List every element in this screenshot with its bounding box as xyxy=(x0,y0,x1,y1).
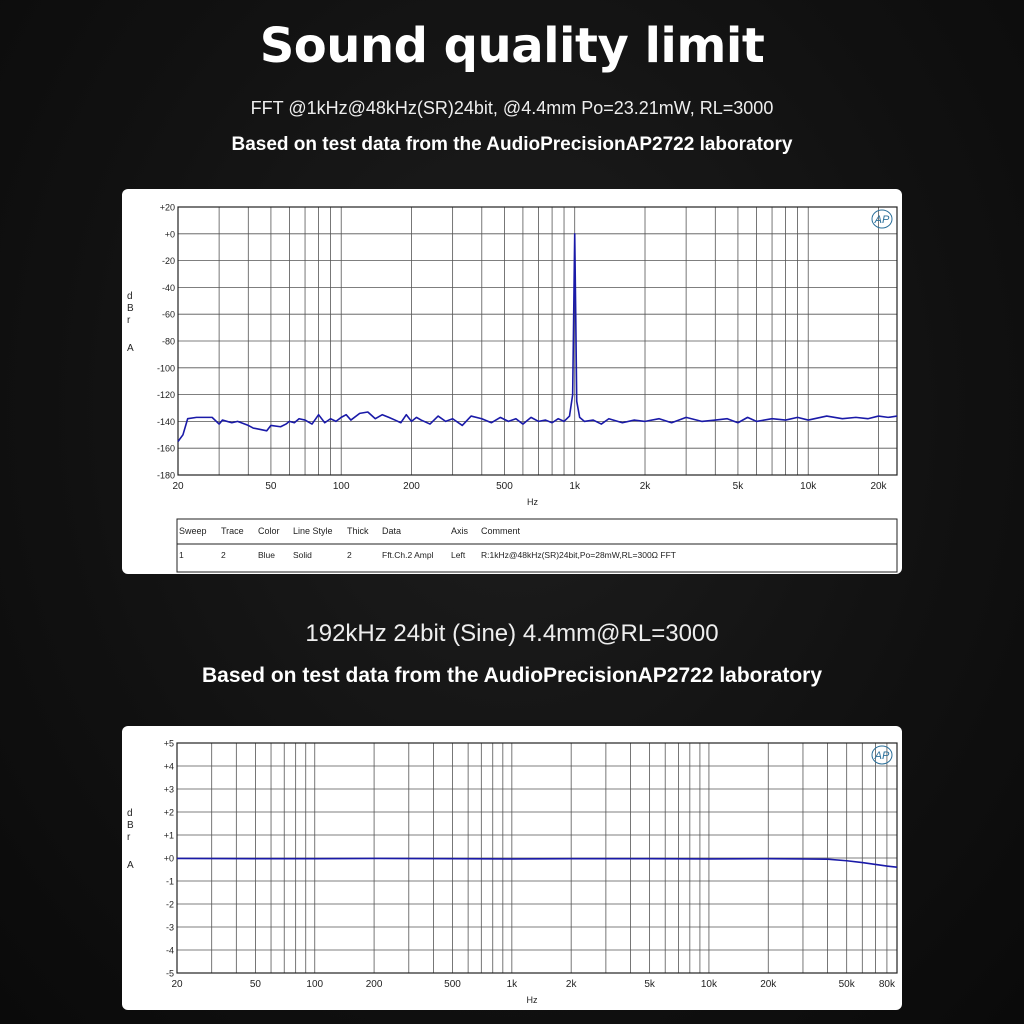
fr-y-tick-label: -4 xyxy=(165,945,174,956)
chart2-caption: 192kHz 24bit (Sine) 4.4mm@RL=3000 xyxy=(305,620,719,647)
fft-y-tick-label: -100 xyxy=(156,363,175,374)
fft-chart-panel xyxy=(122,189,902,574)
fft-y-axis-label-letter: A xyxy=(127,343,134,354)
fft-series-line-0 xyxy=(178,234,897,442)
fr-x-tick-label: 200 xyxy=(365,979,383,990)
fft-x-tick-label: 10k xyxy=(800,481,817,492)
legend-header-trace: Trace xyxy=(221,526,244,536)
fft-x-tick-label: 5k xyxy=(732,481,744,492)
frequency-response-chart xyxy=(122,726,902,1010)
fr-series-line-0 xyxy=(177,858,897,867)
legend-table-frame xyxy=(177,519,897,572)
legend-cell: Blue xyxy=(258,550,276,560)
fft-x-tick-label: 100 xyxy=(332,481,350,492)
fft-y-tick-label: -180 xyxy=(156,470,175,481)
fft-y-tick-label: +20 xyxy=(159,202,175,213)
ap-logo-icon xyxy=(872,210,892,228)
fft-chart xyxy=(122,189,902,574)
fr-y-tick-label: +0 xyxy=(163,853,174,864)
fr-y-axis-label-letter: d xyxy=(127,808,133,819)
fft-x-axis-label: Hz xyxy=(527,497,538,507)
legend-cell: 2 xyxy=(347,550,352,560)
legend-header-line-style: Line Style xyxy=(293,526,333,536)
legend-cell: 1 xyxy=(179,550,184,560)
fr-y-axis-label-letter: A xyxy=(127,860,134,871)
fr-x-tick-label: 80k xyxy=(878,979,895,990)
frequency-response-panel xyxy=(122,726,902,1010)
fft-y-tick-label: -140 xyxy=(156,416,175,427)
fft-x-tick-label: 2k xyxy=(639,481,651,492)
fft-y-tick-label: -80 xyxy=(161,336,175,347)
fft-y-tick-label: -160 xyxy=(156,443,175,454)
fft-y-axis-label-letter: d xyxy=(127,291,133,302)
fft-y-tick-label: +0 xyxy=(164,229,175,240)
fr-x-tick-label: 500 xyxy=(444,979,461,990)
fr-y-axis-label-letter: B xyxy=(127,820,134,831)
fr-x-tick-label: 50 xyxy=(249,979,261,990)
legend-cell: Left xyxy=(451,550,466,560)
fr-x-tick-label: 5k xyxy=(644,979,655,990)
fr-y-tick-label: +2 xyxy=(163,807,174,818)
chart2-source-note: Based on test data from the AudioPrecisionAP2722 laboratory xyxy=(201,664,823,687)
fft-grid xyxy=(178,207,897,475)
fr-y-tick-label: +4 xyxy=(163,761,174,772)
fr-y-axis-label-letter: r xyxy=(127,832,131,843)
fft-x-tick-label: 20 xyxy=(172,481,184,492)
ap-logo-text: AP xyxy=(874,750,890,762)
fft-y-tick-label: -40 xyxy=(161,282,175,293)
fft-x-tick-label: 500 xyxy=(496,481,513,492)
fft-y-axis-label-letter: r xyxy=(127,315,131,326)
fft-y-axis-label-letter: B xyxy=(127,303,134,314)
fr-x-tick-label: 2k xyxy=(565,979,577,990)
legend-header-data: Data xyxy=(382,526,402,536)
fr-y-tick-label: +3 xyxy=(163,784,174,795)
fr-x-tick-label: 20 xyxy=(171,979,183,990)
fr-x-axis-label: Hz xyxy=(526,995,538,1005)
fft-y-tick-label: -120 xyxy=(156,390,175,401)
legend-table xyxy=(177,519,897,572)
fr-y-tick-label: -2 xyxy=(165,899,174,910)
legend-header-sweep: Sweep xyxy=(179,526,207,536)
fr-y-tick-label: +1 xyxy=(163,830,174,841)
legend-header-thick: Thick xyxy=(347,526,369,536)
legend-header-comment: Comment xyxy=(481,526,521,536)
fft-y-tick-label: -20 xyxy=(161,256,175,267)
fr-y-tick-label: -1 xyxy=(165,876,174,887)
fr-x-tick-label: 1k xyxy=(506,979,518,990)
legend-cell: 2 xyxy=(221,550,226,560)
fft-x-tick-label: 50 xyxy=(265,481,277,492)
chart1-caption: FFT @1kHz@48kHz(SR)24bit, @4.4mm Po=23.21mW, RL=3000 xyxy=(250,98,774,118)
fft-x-tick-label: 1k xyxy=(569,481,580,492)
fft-y-tick-label: -60 xyxy=(161,309,175,320)
legend-header-color: Color xyxy=(258,526,280,536)
fr-x-tick-label: 50k xyxy=(838,979,855,990)
fr-y-tick-label: -3 xyxy=(165,922,174,933)
fr-x-tick-label: 10k xyxy=(700,979,717,990)
fft-x-tick-label: 20k xyxy=(870,481,887,492)
chart1-source-note: Based on test data from the AudioPrecisionAP2722 laboratory xyxy=(231,134,793,155)
legend-cell: R:1kHz@48kHz(SR)24bit,Po=28mW,RL=300Ω FFT xyxy=(481,550,676,560)
legend-header-axis: Axis xyxy=(451,526,469,536)
legend-cell: Fft.Ch.2 Ampl xyxy=(382,550,434,560)
legend-cell: Solid xyxy=(293,550,312,560)
fr-x-tick-label: 100 xyxy=(306,979,324,990)
fr-y-tick-label: +5 xyxy=(163,738,174,749)
fr-y-tick-label: -5 xyxy=(165,968,174,979)
ap-logo-icon xyxy=(872,746,892,764)
page-title: Sound quality limit xyxy=(259,18,765,74)
fr-x-tick-label: 20k xyxy=(760,979,777,990)
fft-x-tick-label: 200 xyxy=(403,481,420,492)
ap-logo-text: AP xyxy=(874,214,890,226)
